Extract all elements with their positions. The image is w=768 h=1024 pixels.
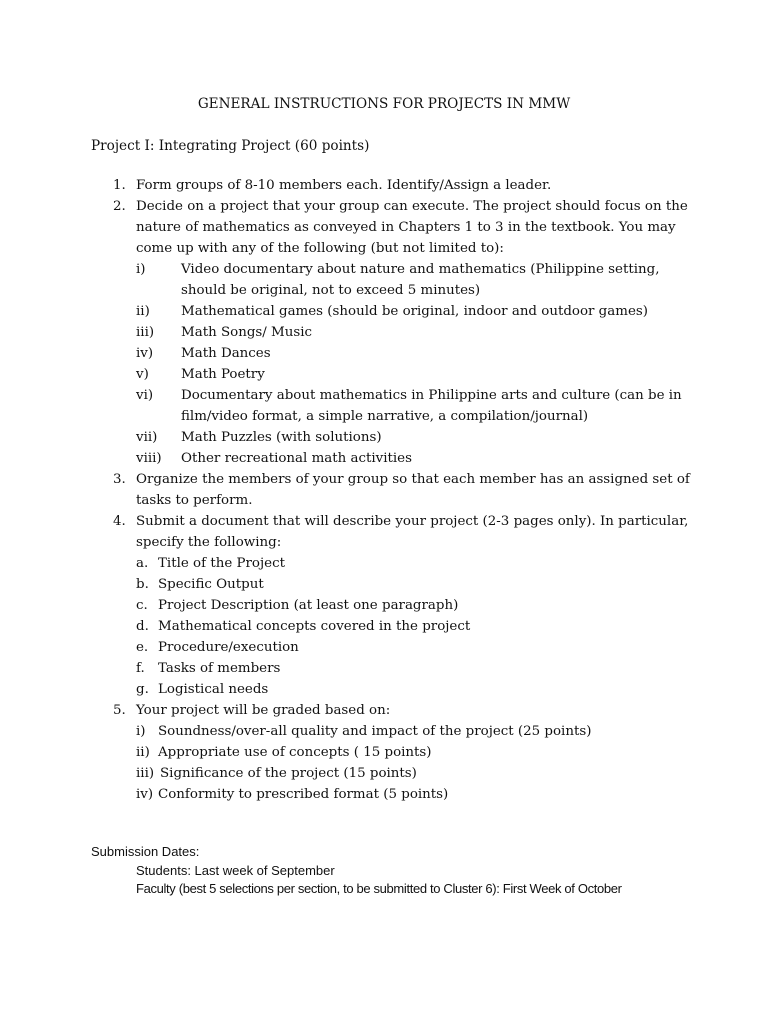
step-text: Decide on a project that your group can execute. The project should focus on the: [136, 199, 688, 214]
option-number: iv): [136, 346, 154, 361]
page-title: GENERAL INSTRUCTIONS FOR PROJECTS IN MMW: [197, 96, 571, 112]
grading-number: ii): [136, 745, 150, 760]
option-number: vii): [136, 430, 158, 445]
project-heading: Project I: Integrating Project (60 points): [91, 138, 370, 154]
doc-item-letter: g.: [136, 682, 149, 697]
doc-item-letter: e.: [136, 640, 149, 655]
option-text: Video documentary about nature and mathematics (Philippine setting,: [181, 262, 660, 277]
doc-item-letter: a.: [136, 556, 149, 571]
option-text: Math Puzzles (with solutions): [181, 430, 382, 445]
step-text: Organize the members of your group so that each member has an assigned set of: [136, 472, 690, 487]
step-number: 5.: [113, 703, 126, 718]
doc-item-text: Procedure/execution: [158, 640, 299, 655]
grading-number: iii): [136, 766, 155, 781]
option-text: Documentary about mathematics in Philippine arts and culture (can be in: [181, 388, 682, 403]
doc-item-text: Tasks of members: [158, 661, 281, 676]
doc-item-text: Specific Output: [158, 577, 264, 592]
step-text: tasks to perform.: [136, 493, 253, 508]
submission-faculty: Faculty (best 5 selections per section, to be submitted to Cluster 6): First Week of October: [136, 881, 622, 896]
doc-item-letter: d.: [136, 619, 149, 634]
option-text: Mathematical games (should be original, indoor and outdoor games): [181, 304, 648, 319]
step-number: 2.: [113, 199, 126, 214]
submission-heading: Submission Dates:: [91, 844, 200, 859]
doc-item-letter: c.: [136, 598, 148, 613]
doc-item-text: Logistical needs: [158, 682, 269, 697]
option-number: i): [136, 262, 146, 277]
doc-item-letter: f.: [136, 661, 145, 676]
option-number: vi): [136, 388, 154, 403]
step-text: Submit a document that will describe your project (2-3 pages only). In particular,: [136, 514, 689, 529]
option-text: film/video format, a simple narrative, a compilation/journal): [181, 409, 589, 424]
grading-text: Significance of the project (15 points): [160, 766, 417, 781]
option-text: should be original, not to exceed 5 minutes): [181, 283, 481, 298]
option-text: Other recreational math activities: [181, 451, 412, 466]
step-text: specify the following:: [136, 535, 282, 550]
grading-number: i): [136, 724, 146, 739]
option-text: Math Poetry: [181, 367, 265, 382]
grading-text: Conformity to prescribed format (5 points): [158, 787, 449, 802]
option-text: Math Dances: [181, 346, 271, 361]
step-number: 4.: [113, 514, 126, 529]
doc-item-text: Mathematical concepts covered in the project: [158, 619, 471, 634]
step-text: nature of mathematics as conveyed in Chapters 1 to 3 in the textbook. You may: [136, 220, 676, 235]
option-text: Math Songs/ Music: [181, 325, 313, 340]
option-number: v): [136, 367, 149, 382]
step-number: 1.: [113, 178, 126, 193]
grading-text: Appropriate use of concepts ( 15 points): [158, 745, 432, 760]
step-text: Form groups of 8-10 members each. Identify/Assign a leader.: [136, 178, 552, 193]
grading-text: Soundness/over-all quality and impact of the project (25 points): [158, 724, 592, 739]
option-number: iii): [136, 325, 155, 340]
step-text: Your project will be graded based on:: [136, 703, 391, 718]
grading-number: iv): [136, 787, 154, 802]
doc-item-letter: b.: [136, 577, 149, 592]
option-number: ii): [136, 304, 150, 319]
option-number: viii): [136, 451, 162, 466]
submission-students: Students: Last week of September: [136, 863, 335, 878]
step-text: come up with any of the following (but not limited to):: [136, 241, 504, 256]
doc-item-text: Project Description (at least one paragraph): [158, 598, 459, 613]
doc-item-text: Title of the Project: [158, 556, 285, 571]
step-number: 3.: [113, 472, 126, 487]
